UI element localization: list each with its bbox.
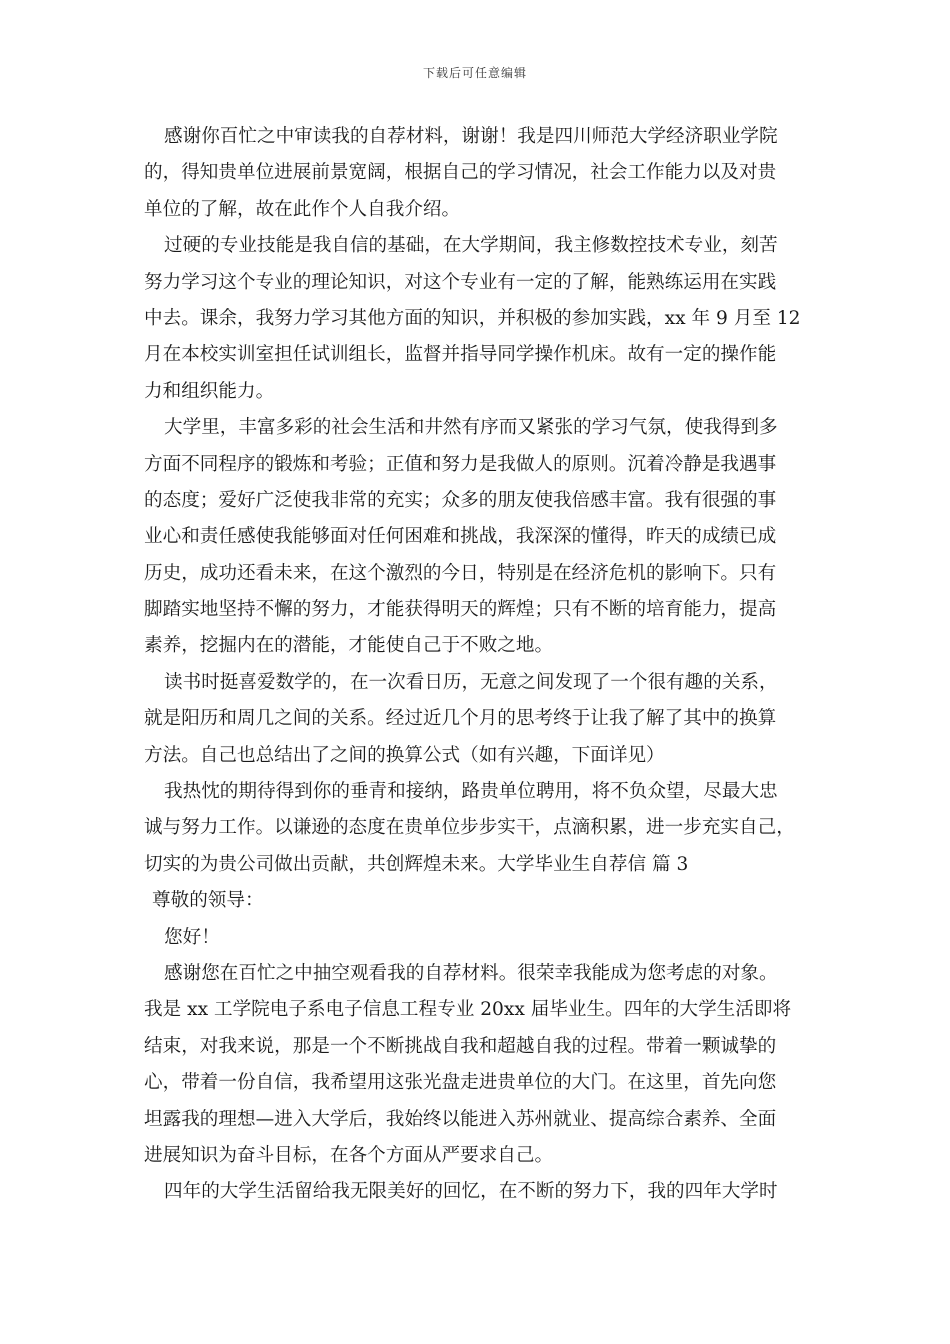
salutation: 尊敬的领导：: [152, 890, 264, 912]
text-line: 就是阳历和周几之间的关系。经过近几个月的思考终于让我了解了其中的换算: [144, 708, 777, 730]
text-line: 切实的为贵公司做出贡献，共创辉煌未来。大学毕业生自荐信 篇 3: [144, 853, 689, 875]
text-line: 感谢您在百忙之中抽空观看我的自荐材料。很荣幸我能成为您考虑的对象。: [164, 962, 778, 984]
text-line: 读书时挺喜爱数学的，在一次看日历，无意之间发现了一个很有趣的关系，: [164, 671, 778, 693]
text-line: 结束，对我来说，那是一个不断挑战自我和超越自我的过程。带着一颗诚挚的: [144, 1035, 777, 1057]
text-line: 进展知识为奋斗目标，在各个方面从严要求自己。: [144, 1144, 554, 1166]
text-line: 中去。课余，我努力学习其他方面的知识，并积极的参加实践，xx 年 9 月至 12: [144, 307, 801, 329]
text-line: 我热忱的期待得到你的垂青和接纳，路贵单位聘用，将不负众望，尽最大忠: [164, 781, 778, 803]
text-line: 力和组织能力。: [144, 380, 275, 402]
text-line: 坦露我的理想—进入大学后，我始终以能进入苏州就业、提高综合素养、全面: [144, 1108, 777, 1130]
text-line: 过硬的专业技能是我自信的基础，在大学期间，我主修数控技术专业，刻苦: [164, 235, 778, 257]
text-line: 历史，成功还看未来，在这个激烈的今日，特别是在经济危机的影响下。只有: [144, 562, 777, 584]
page-header: 下载后可任意编辑: [422, 66, 527, 80]
text-line: 脚踏实地坚持不懈的努力，才能获得明天的辉煌；只有不断的培育能力，提高: [144, 599, 777, 621]
text-line: 大学里，丰富多彩的社会生活和井然有序而又紧张的学习气氛，使我得到多: [164, 417, 778, 439]
text-line: 四年的大学生活留给我无限美好的回忆，在不断的努力下，我的四年大学时: [164, 1181, 778, 1203]
text-line: 素养，挖掘内在的潜能，才能使自己于不败之地。: [144, 635, 554, 657]
text-line: 感谢你百忙之中审读我的自荐材料，谢谢！我是四川师范大学经济职业学院: [164, 126, 778, 147]
text-line: 的，得知贵单位进展前景宽阔，根据自己的学习情况，社会工作能力以及对贵: [144, 162, 777, 184]
text-line: 业心和责任感使我能够面对任何困难和挑战，我深深的懂得，昨天的成绩已成: [144, 526, 777, 548]
text-line: 方法。自己也总结出了之间的换算公式（如有兴趣，下面详见）: [144, 744, 665, 766]
document-body: [144, 119, 808, 1211]
text-line: 我是 xx 工学院电子系电子信息工程专业 20xx 届毕业生。四年的大学生活即将: [144, 999, 792, 1021]
text-line: 方面不同程序的锻炼和考验；正值和努力是我做人的原则。沉着冷静是我遇事: [144, 453, 777, 475]
text-line: 诚与努力工作。以谦逊的态度在贵单位步步实干，点滴积累，进一步充实自己，: [144, 817, 795, 839]
text-line: 的态度；爱好广泛使我非常的充实；众多的朋友使我倍感丰富。我有很强的事: [144, 489, 777, 511]
text-line: 心，带着一份自信，我希望用这张光盘走进贵单位的大门。在这里，首先向您: [144, 1072, 777, 1094]
text-line: 努力学习这个专业的理论知识，对这个专业有一定的了解，能熟练运用在实践: [144, 271, 777, 293]
text-line: 单位的了解，故在此作个人自我介绍。: [144, 198, 461, 220]
greeting: 您好！: [164, 926, 220, 948]
text-line: 月在本校实训室担任试训组长，监督并指导同学操作机床。故有一定的操作能: [144, 344, 777, 366]
